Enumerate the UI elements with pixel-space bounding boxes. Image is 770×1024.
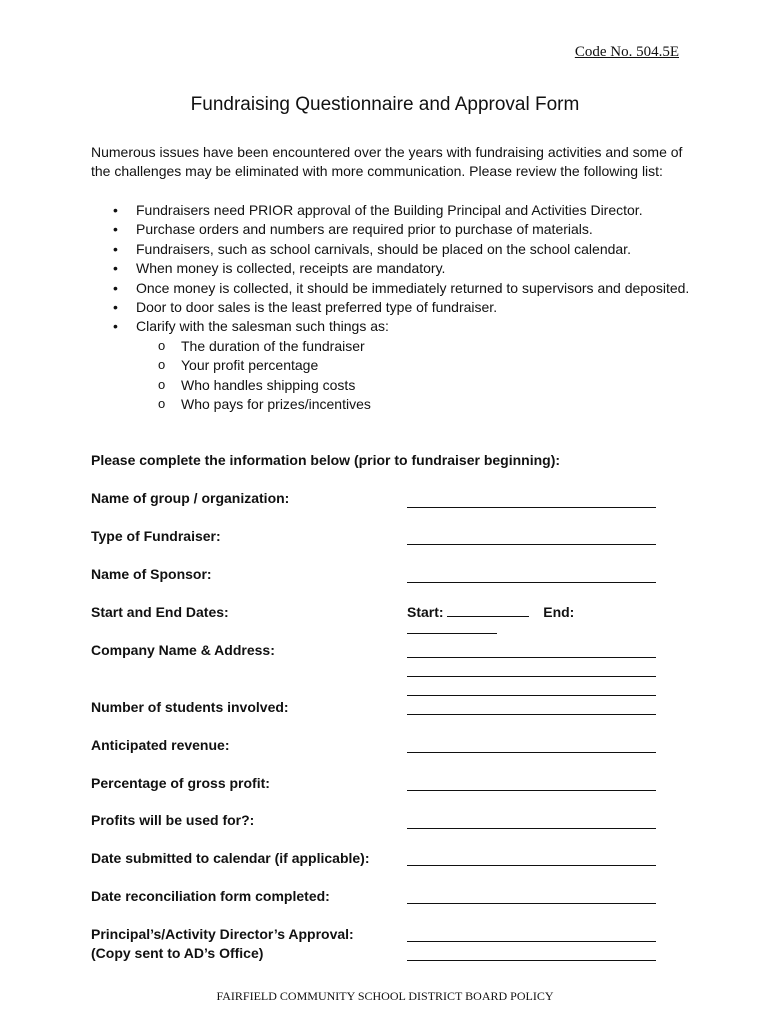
start-date-field[interactable] [447, 603, 529, 617]
company-field-line-3[interactable] [407, 695, 656, 696]
revenue-label: Anticipated revenue: [91, 737, 230, 753]
list-item: • Fundraisers need PRIOR approval of the Building Principal and Activities Director. [91, 201, 691, 220]
reconciliation-label: Date reconciliation form completed: [91, 888, 330, 904]
approval-copy-note: (Copy sent to AD’s Office) [91, 945, 264, 961]
end-label: End: [543, 604, 575, 620]
calendar-date-label: Date submitted to calendar (if applicable): [91, 850, 370, 866]
list-item: • Fundraisers, such as school carnivals, should be placed on the school calendar. [91, 240, 691, 259]
dates-label: Start and End Dates: [91, 604, 229, 620]
gross-profit-field[interactable] [407, 790, 656, 791]
gross-profit-label: Percentage of gross profit: [91, 775, 270, 791]
code-number: Code No. 504.5E [574, 44, 679, 60]
guideline-list [91, 201, 691, 414]
list-item: • Purchase orders and numbers are required prior to purchase of materials. [91, 220, 691, 239]
footer-policy: FAIRFIELD COMMUNITY SCHOOL DISTRICT BOARD POLICY [216, 989, 554, 1003]
group-name-field[interactable] [407, 507, 656, 508]
start-label: Start: [407, 604, 444, 620]
sub-list-item: o Your profit percentage [136, 356, 691, 375]
intro-paragraph: Numerous issues have been encountered over the years with fundraising activities and some of the challenges may be eliminated with more communication. Please review the following list: [91, 144, 683, 179]
sponsor-name-field[interactable] [407, 582, 656, 583]
list-item: • Door to door sales is the least preferred type of fundraiser. [91, 298, 691, 317]
list-item-text: Clarify with the salesman such things as: [136, 318, 389, 335]
profits-use-field[interactable] [407, 828, 656, 829]
list-item: • When money is collected, receipts are mandatory. [91, 259, 691, 278]
approval-field-line-1[interactable] [407, 941, 656, 942]
reconciliation-field[interactable] [407, 903, 656, 904]
revenue-field[interactable] [407, 752, 656, 753]
company-field-line-1[interactable] [407, 657, 656, 658]
page-title: Fundraising Questionnaire and Approval Form [190, 94, 580, 115]
company-field-line-2[interactable] [407, 676, 656, 677]
group-name-label: Name of group / organization: [91, 490, 290, 506]
clarify-sublist [136, 337, 691, 415]
fundraiser-type-label: Type of Fundraiser: [91, 528, 221, 544]
sub-list-item: o The duration of the fundraiser [136, 337, 691, 356]
students-label: Number of students involved: [91, 699, 289, 715]
company-label: Company Name & Address: [91, 642, 275, 658]
dates-fields [407, 603, 657, 637]
sub-list-item: o Who handles shipping costs [136, 376, 691, 395]
sub-list-item: o Who pays for prizes/incentives [136, 395, 691, 414]
list-item: • Once money is collected, it should be immediately returned to supervisors and deposited. [91, 279, 691, 298]
form-instructions: Please complete the information below (prior to fundraiser beginning): [91, 452, 561, 468]
students-field[interactable] [407, 714, 656, 715]
approval-label: Principal’s/Activity Director’s Approval: [91, 926, 354, 942]
approval-field-line-2[interactable] [407, 960, 656, 961]
sponsor-name-label: Name of Sponsor: [91, 566, 212, 582]
profits-use-label: Profits will be used for?: [91, 812, 255, 828]
calendar-date-field[interactable] [407, 865, 656, 866]
fundraiser-type-field[interactable] [407, 544, 656, 545]
list-item [91, 317, 691, 414]
end-date-field[interactable] [407, 620, 497, 634]
